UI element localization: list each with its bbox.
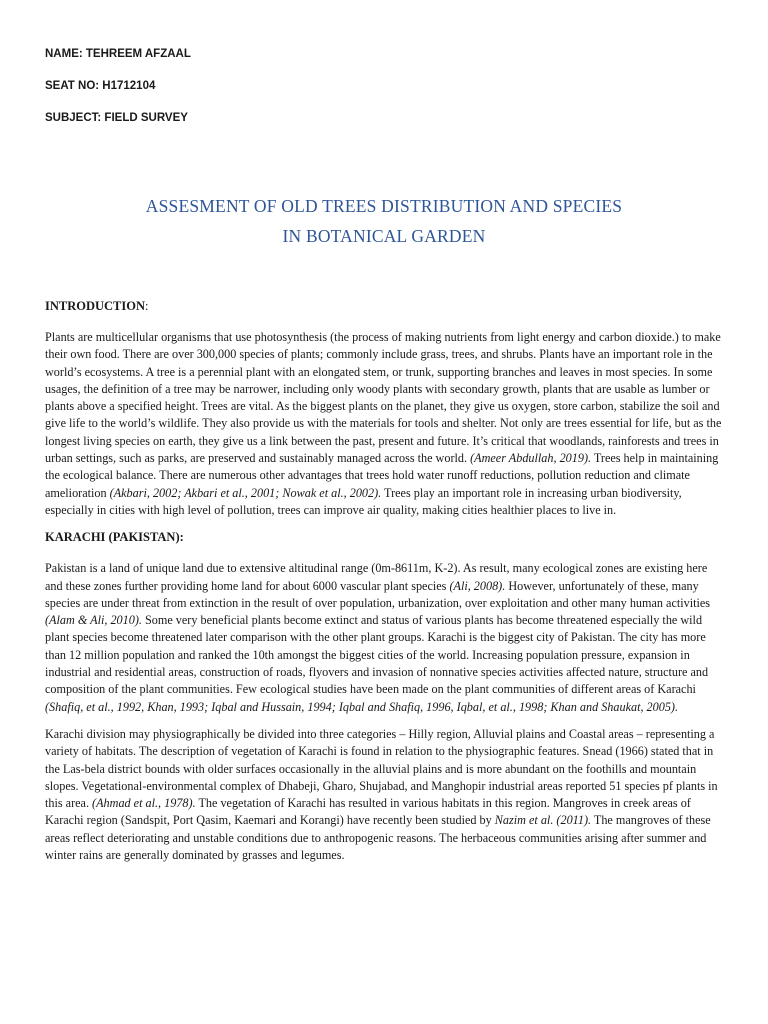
title-line-2: IN BOTANICAL GARDEN	[282, 226, 486, 246]
karachi-text-3: Some very beneficial plants become extinct and status of various plants has become threatened especially the wild plant species become threatened later comparison with the other plant groups. Karachi is the biggest city of Pakistan. The city has more than 12 million population and ranked the 10th amongst the biggest cities of the world. Increasing population pressure, expansion in industrial and residential areas, construction of roads, flyovers and invasion of nonnative species activities affected nature, structure and composition of the plant communities. Few ecological studies have been made on the plant communities of different areas of Karachi	[45, 613, 709, 697]
intro-citation-2: (Akbari, 2002; Akbari et al., 2001; Nowak et al., 2002).	[109, 485, 382, 500]
introduction-heading	[45, 298, 725, 315]
karachi-citation-4: (Ahmad et al., 1978).	[92, 796, 196, 811]
karachi-text-4: Karachi division may physiographically be divided into three categories – Hilly region, Alluvial plains and Coastal areas – representing a variety of habitats. The description of vegetation of Karachi is found in relation to the physiographic features. Snead (1966) stated that in the Las-bela district bounds with older surfaces occasionally in the alluvial plains and is more abundant on the foothills and mountain slopes. Vegetational-environmental complex of Dhabeji, Gharo, Shujabad, and Manghopir industrial areas reported 51 species pf plants in this area.	[45, 726, 718, 811]
introduction-heading-text: INTRODUCTION	[45, 299, 146, 313]
karachi-paragraph-2	[45, 726, 725, 864]
karachi-citation-3: (Shafiq, et al., 1992, Khan, 1993; Iqbal and Hussain, 1994; Iqbal and Shafiq, 1996, Iqbal, et al., 1998; Khan and Shaukat, 2005).	[45, 699, 679, 714]
karachi-citation-5: Nazim et al. (2011).	[494, 813, 592, 828]
intro-citation-1: (Ameer Abdullah, 2019).	[470, 451, 592, 466]
introduction-paragraph	[45, 329, 725, 519]
karachi-text-6: The mangroves of these areas reflect deteriorating and unstable conditions due to anthropogenic reasons. The herbaceous communities arising after summer and winter rains are generally dominated by grasses and legumes.	[45, 813, 711, 863]
karachi-text-2: However, unfortunately of these, many species are under threat from extinction in the result of over population, urbanization, over exploitation and other many human activities	[45, 578, 711, 610]
student-info	[45, 47, 191, 143]
student-name: NAME: TEHREEM AFZAAL	[45, 48, 191, 60]
title-line-1: ASSESMENT OF OLD TREES DISTRIBUTION AND SPECIES	[145, 196, 623, 216]
intro-text-3: Trees play an important role in increasing urban biodiversity, especially in cities with high level of pollution, trees can improve air quality, making cities healthier places to live in.	[45, 485, 682, 517]
subject: SUBJECT: FIELD SURVEY	[45, 112, 188, 124]
karachi-heading: KARACHI (PAKISTAN):	[45, 530, 184, 545]
karachi-text-5: The vegetation of Karachi has resulted in various habitats in this region. Mangroves in creek areas of Karachi region (Sandspit, Port Qasim, Kaemari and Korangi) have recently been studied by	[45, 796, 691, 828]
document-body	[45, 298, 725, 874]
karachi-text-1: Pakistan is a land of unique land due to extensive altitudinal range (0m-8611m, K-2). As result, many ecological zones are existing here and these zones further providing home land for about 6000 vascular plant species	[45, 561, 708, 593]
karachi-paragraph-1	[45, 560, 725, 716]
document-title	[0, 191, 768, 251]
karachi-citation-1: (Ali, 2008).	[449, 578, 506, 593]
intro-text-1: Plants are multicellular organisms that use photosynthesis (the process of making nutrients from light energy and carbon dioxide.) to make their own food. There are over 300,000 species of plants; commonly include grass, trees, and shrubs. Plants have an important role in the world’s ecosystems. A tree is a perennial plant with an elongated stem, or trunk, supporting branches and leaves in most species. In some usages, the definition of a tree may be narrower, including only woody plants with secondary growth, plants that are usable as lumber or plants above a specified height. Trees are vital. As the biggest plants on the planet, they give us oxygen, store carbon, stabilize the soil and give life to the world’s wildlife. They also provide us with the materials for tools and shelter. Not only are trees essential for life, but as the longest living species on earth, they give us a link between the past, present and future. It’s critical that woodlands, rainforests and trees in urban settings, such as parks, are preserved and sustainably managed across the world.	[45, 330, 722, 466]
introduction-heading-colon: :	[145, 299, 149, 313]
intro-text-2: Trees help in maintaining the ecological balance. There are numerous other advantages that trees hold water runoff reductions, pollution reduction and climate amelioration	[45, 451, 719, 500]
karachi-citation-2: (Alam & Ali, 2010).	[45, 613, 142, 628]
seat-number: SEAT NO: H1712104	[45, 80, 156, 92]
